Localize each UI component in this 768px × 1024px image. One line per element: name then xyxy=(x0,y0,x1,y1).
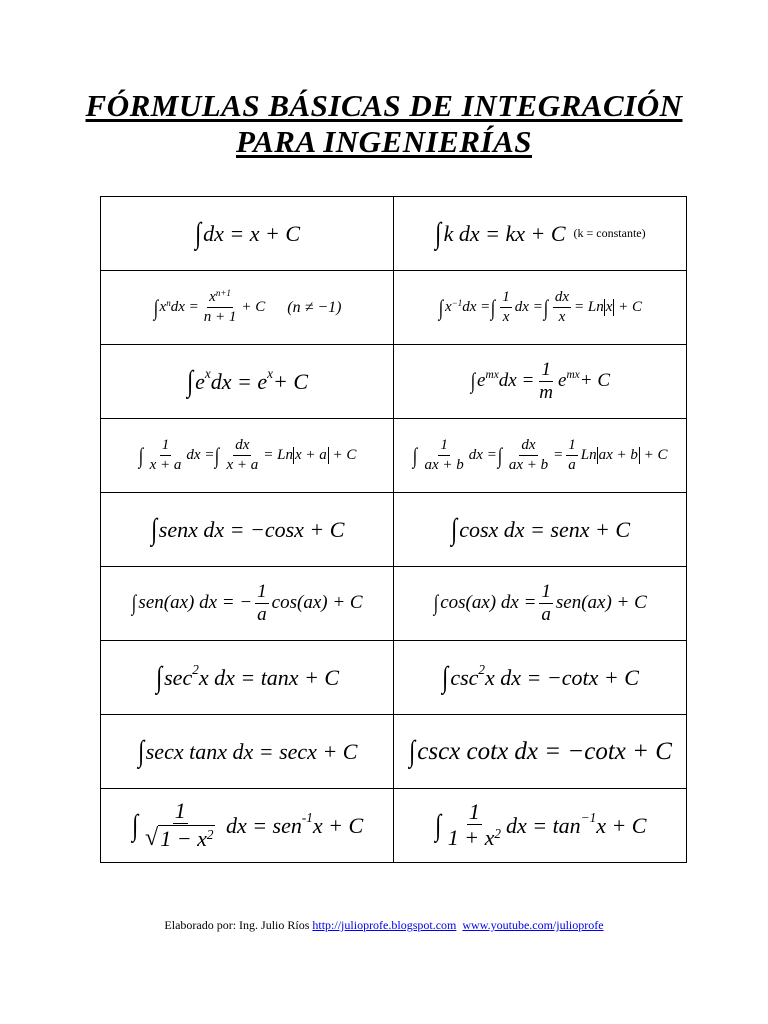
formula-cell: ∫ csc 2 x dx = −cotx + C xyxy=(394,641,687,715)
footer-credit: Elaborado por: Ing. Julio Ríos xyxy=(164,918,310,932)
table-row xyxy=(101,567,687,641)
table-row xyxy=(101,715,687,789)
formula-cell: ∫ $\frac{1}{x + a}$ dx = ∫ $\frac{dx}{x + a}$ = Ln x + a + C xyxy=(101,419,394,493)
footer xyxy=(0,918,768,933)
formula-cell: ∫ k dx = kx + C (k = constante) xyxy=(394,197,687,271)
table-row xyxy=(101,419,687,493)
formula-table xyxy=(100,196,687,863)
table-row xyxy=(101,197,687,271)
table-row xyxy=(101,641,687,715)
formula-cell: ∫ e mx dx = $\frac{1}{m}$ e mx + C xyxy=(394,345,687,419)
formula-cell: ∫ 1 √ $1 - x^2$ dx = sen -1 x + C xyxy=(101,789,394,863)
formula-cell: ∫ cos(ax) dx = $\frac{1}{a}$ sen(ax) + C xyxy=(394,567,687,641)
formula-cell: ∫ x −1 dx = ∫ $\frac{1}{x}$ dx = ∫ $\frac{dx}{x}$ = Ln x + C xyxy=(394,271,687,345)
formula-cell: ∫ cosx dx = senx + C xyxy=(394,493,687,567)
youtube-link[interactable]: www.youtube.com/julioprofe xyxy=(462,918,604,932)
formula-cell: ∫ $\frac{1}{ax + b}$ dx = ∫ $\frac{dx}{ax + b}$ = $\frac{1}{a}$ Ln ax + b + C xyxy=(394,419,687,493)
page-subtitle: PARA INGENIERÍAS xyxy=(235,124,532,159)
formula-cell: ∫ sen(ax) dx = − $\frac{1}{a}$ cos(ax) + C xyxy=(101,567,394,641)
table-row xyxy=(101,789,687,863)
formula-cell: ∫ secx tanx dx = secx + C xyxy=(101,715,394,789)
table-row xyxy=(101,345,687,419)
blog-link[interactable]: http://julioprofe.blogspot.com xyxy=(312,918,457,932)
formula-cell: ∫ e x dx = e x + C xyxy=(101,345,394,419)
formula-cell: ∫ dx = x + C xyxy=(101,197,394,271)
formula-cell: ∫ cscx cotx dx = −cotx + C xyxy=(394,715,687,789)
formula-cell: ∫ $\frac{1}{1 + x^2}$ dx = tan −1 x + C xyxy=(394,789,687,863)
formula-cell: ∫ senx dx = −cosx + C xyxy=(101,493,394,567)
table-row xyxy=(101,271,687,345)
page-title: FÓRMULAS BÁSICAS DE INTEGRACIÓN xyxy=(85,88,683,123)
formula-cell: ∫ x n dx = $\frac{x^{n+1}}{n + 1}$ + C (n ≠ −1) xyxy=(101,271,394,345)
table-row xyxy=(101,493,687,567)
formula-cell: ∫ sec 2 x dx = tanx + C xyxy=(101,641,394,715)
